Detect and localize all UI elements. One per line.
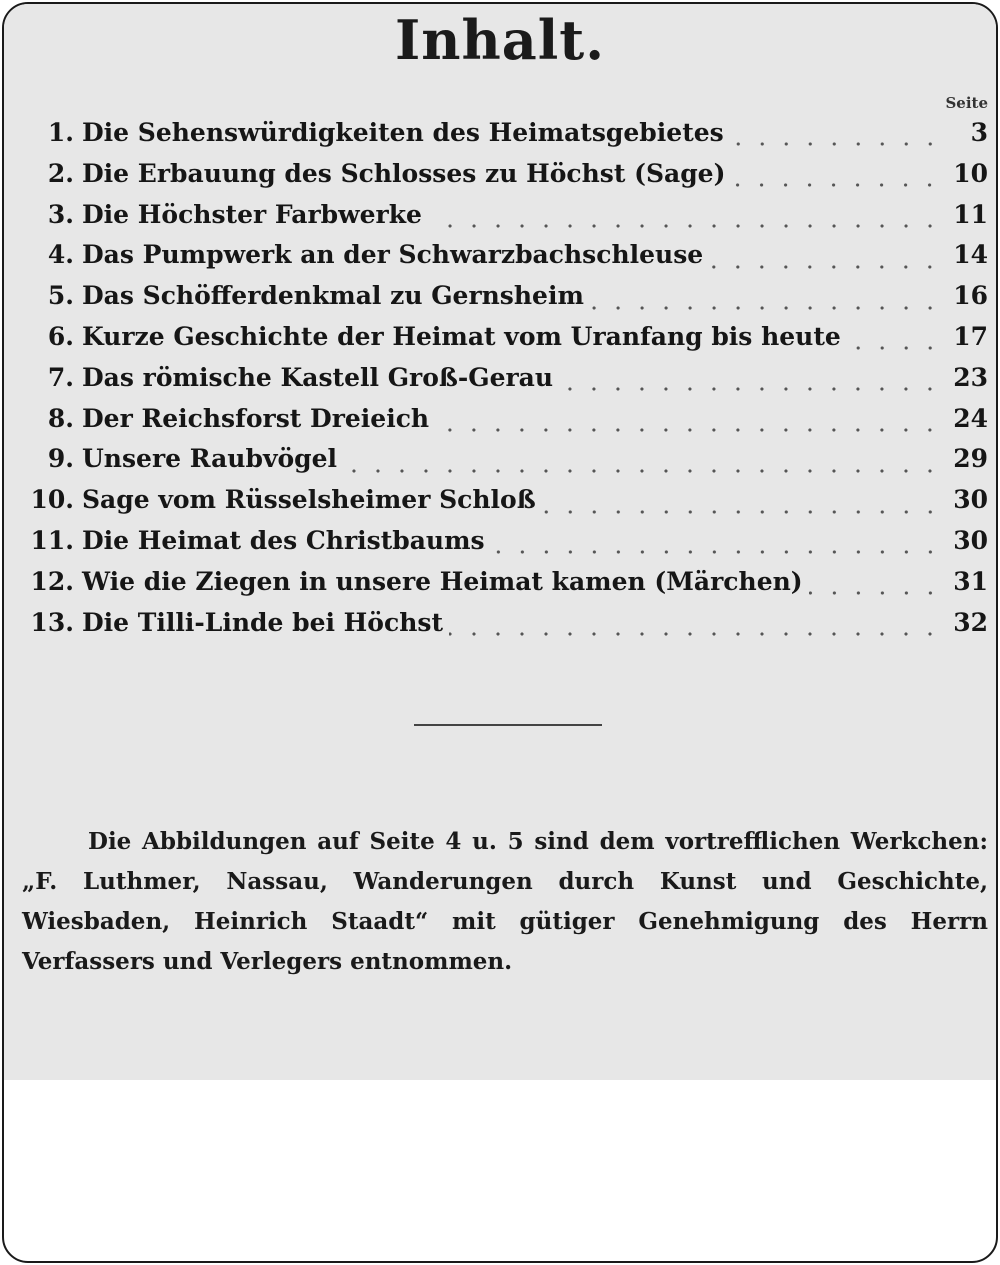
toc-entry-number: 10. [30, 485, 74, 515]
toc-entry-title: Die Erbauung des Schlosses zu Höchst (Sage) [82, 158, 726, 188]
toc-entry-number: 11. [30, 525, 74, 555]
toc-entry-page: 31 [953, 566, 988, 596]
toc-entry-page: 14 [953, 240, 988, 270]
toc-entry [18, 159, 988, 200]
toc-entry-page: 23 [953, 362, 988, 392]
toc-entry-title: Das römische Kastell Groß-Gerau [82, 362, 554, 392]
page-frame [2, 2, 998, 1263]
toc-entry [18, 567, 988, 608]
toc-entry-page: 30 [953, 525, 988, 555]
toc-entry-number: 8. [47, 403, 74, 433]
toc-entry [18, 608, 988, 649]
dot-leader [847, 345, 942, 351]
toc-entry-number: 1. [47, 118, 74, 147]
section-divider [414, 724, 602, 726]
note-text: Die Abbildungen auf Seite 4 u. 5 sind dem vortrefflichen Werkchen: „F. Luthmer, Nassau, Wanderungen durch Kunst und Geschichte, Wiesbaden, Heinrich Staadt“ mit gütiger Genehmigung des Herrn Verfassers und Verlegers entnommen. [22, 828, 988, 975]
dot-leader [709, 264, 942, 270]
toc-entry-title: Wie die Ziegen in unsere Heimat kamen (Märchen) [82, 566, 803, 596]
toc-entry-number: 5. [47, 281, 74, 311]
toc-entry-title: Der Reichsforst Dreieich [82, 403, 430, 433]
toc-entry-page: 3 [970, 118, 988, 147]
toc-entry-page: 32 [953, 607, 988, 637]
toc-entry [18, 363, 988, 404]
dot-leader [435, 427, 942, 433]
dot-leader [491, 549, 942, 555]
table-of-contents [18, 118, 988, 648]
dot-leader [343, 468, 942, 474]
toc-entry-number: 13. [30, 607, 74, 637]
toc-entry-number: 9. [47, 444, 74, 474]
toc-entry [18, 404, 988, 445]
toc-entry-title: Die Sehenswürdigkeiten des Heimatsgebietes [82, 118, 724, 147]
dot-leader [731, 182, 942, 188]
toc-entry [18, 118, 988, 159]
toc-entry-number: 2. [47, 158, 74, 188]
dot-leader [449, 631, 942, 637]
toc-entry-page: 24 [953, 403, 988, 433]
toc-entry-page: 30 [953, 485, 988, 515]
toc-entry-title: Unsere Raubvögel [82, 444, 338, 474]
toc-entry-title: Das Schöfferdenkmal zu Gernsheim [82, 281, 584, 311]
dot-leader [559, 386, 942, 392]
dot-leader [809, 590, 942, 596]
toc-entry [18, 200, 988, 241]
dot-leader [542, 509, 942, 515]
toc-entry-number: 6. [47, 321, 74, 351]
toc-entry-number: 4. [47, 240, 74, 270]
toc-entry-page: 16 [953, 281, 988, 311]
toc-entry-number: 7. [47, 362, 74, 392]
toc-entry-number: 12. [30, 566, 74, 596]
toc-entry-title: Sage vom Rüsselsheimer Schloß [82, 485, 536, 515]
toc-entry-title: Kurze Geschichte der Heimat vom Uranfang bis heute [82, 321, 841, 351]
toc-entry [18, 281, 988, 322]
toc-entry-page: 17 [953, 321, 988, 351]
illustration-credit-note [22, 822, 988, 982]
dot-leader [730, 141, 942, 147]
toc-entry-page: 11 [953, 199, 988, 229]
toc-entry [18, 240, 988, 281]
toc-entry-number: 3. [47, 199, 74, 229]
toc-entry-page: 10 [953, 158, 988, 188]
toc-entry-title: Die Höchster Farbwerke [82, 199, 422, 229]
scanned-page [4, 4, 996, 1080]
toc-entry-title: Die Heimat des Christbaums [82, 525, 485, 555]
dot-leader [428, 223, 942, 229]
page-column-label: Seite [945, 94, 988, 112]
page-title: Inhalt. [394, 8, 606, 72]
toc-entry-page: 29 [953, 444, 988, 474]
toc-entry [18, 444, 988, 485]
toc-entry-title: Die Tilli-Linde bei Höchst [82, 607, 443, 637]
toc-entry-title: Das Pumpwerk an der Schwarzbachschleuse [82, 240, 704, 270]
dot-leader [590, 305, 942, 311]
toc-entry [18, 526, 988, 567]
toc-entry [18, 485, 988, 526]
toc-entry [18, 322, 988, 363]
